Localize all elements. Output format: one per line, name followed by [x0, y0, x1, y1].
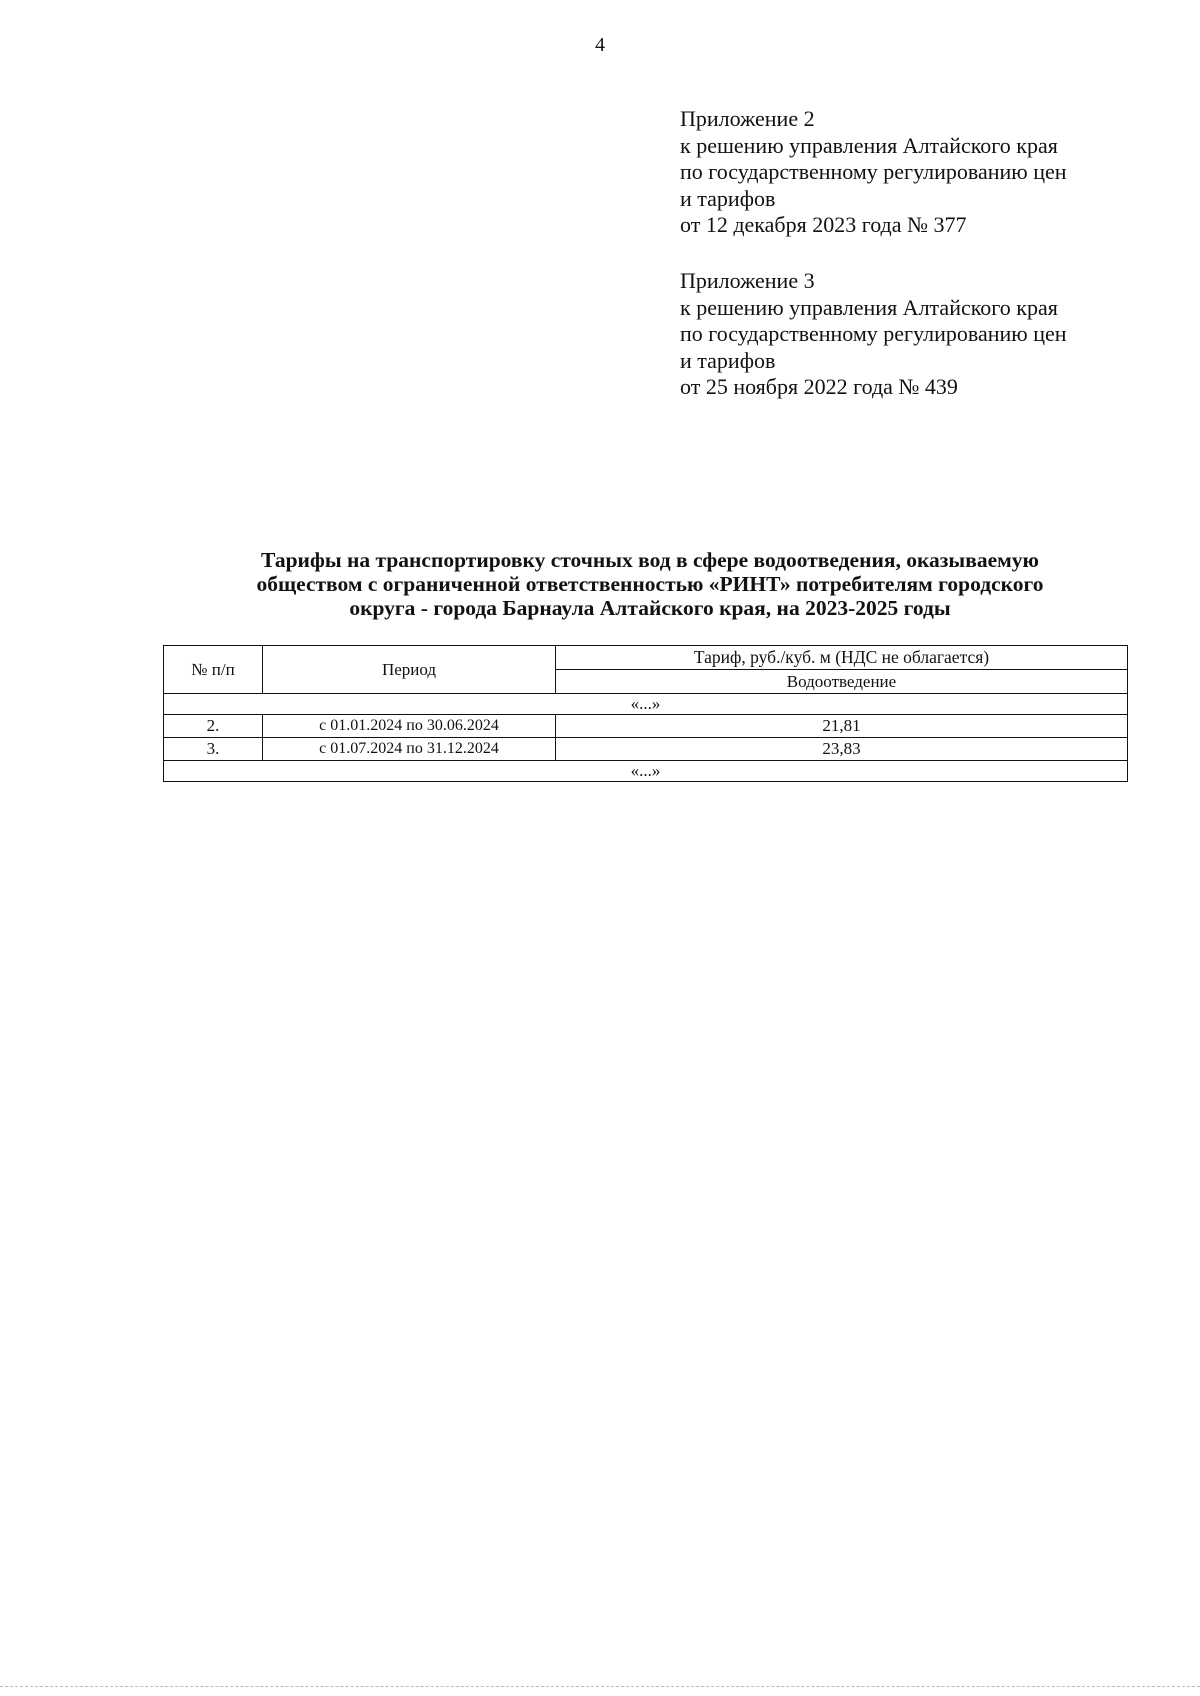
table-ellipsis-row: [164, 761, 1128, 782]
appendix-2-line: к решению управления Алтайского края: [680, 132, 1058, 158]
header-tariff: Тариф, руб./куб. м (НДС не облагается): [556, 646, 1128, 670]
appendix-3-line: по государственному регулированию цен: [680, 321, 1067, 346]
title-line: Тарифы на транспортировку сточных вод в сфере водоотведения, оказываемую: [261, 548, 1039, 572]
cell-period: с 01.01.2024 по 30.06.2024: [263, 715, 556, 738]
appendix-2-line: по государственному регулированию цен: [680, 159, 1067, 184]
tariff-table: [163, 645, 1128, 782]
appendix-3-line: и тарифов: [680, 347, 776, 373]
cell-number: 2.: [164, 715, 263, 738]
appendix-3-line: к решению управления Алтайского края: [680, 294, 1058, 320]
cell-period: с 01.07.2024 по 31.12.2024: [263, 738, 556, 761]
ellipsis-cell: «...»: [164, 694, 1128, 715]
ellipsis-cell: «...»: [164, 761, 1128, 782]
appendix-3-line: Приложение 3: [680, 268, 815, 293]
cell-number: 3.: [164, 738, 263, 761]
title-line: обществом с ограниченной ответственностью «РИНТ» потребителям городского: [256, 572, 1044, 596]
table-ellipsis-row: [164, 694, 1128, 715]
table-row: [164, 715, 1128, 738]
appendix-3-header: [680, 268, 1160, 401]
page-bottom-edge: [0, 1686, 1200, 1687]
appendix-2-line: от 12 декабря 2023 года № 377: [680, 212, 967, 237]
header-period: Период: [263, 646, 556, 694]
appendix-2-header: [680, 106, 1160, 239]
appendix-2-line: и тарифов: [680, 185, 776, 211]
appendix-3-line: от 25 ноября 2022 года № 439: [680, 374, 958, 399]
table-row: [164, 738, 1128, 761]
cell-value: 21,81: [556, 715, 1128, 738]
header-tariff-sub: Водоотведение: [556, 670, 1128, 694]
title-line: округа - города Барнаула Алтайского края, на 2023-2025 годы: [349, 596, 951, 620]
appendix-2-line: Приложение 2: [680, 106, 815, 131]
cell-value: 23,83: [556, 738, 1128, 761]
header-number: № п/п: [164, 646, 263, 694]
document-title: [150, 548, 1150, 620]
page-number: 4: [595, 34, 605, 56]
table-header-row: [164, 646, 1128, 670]
